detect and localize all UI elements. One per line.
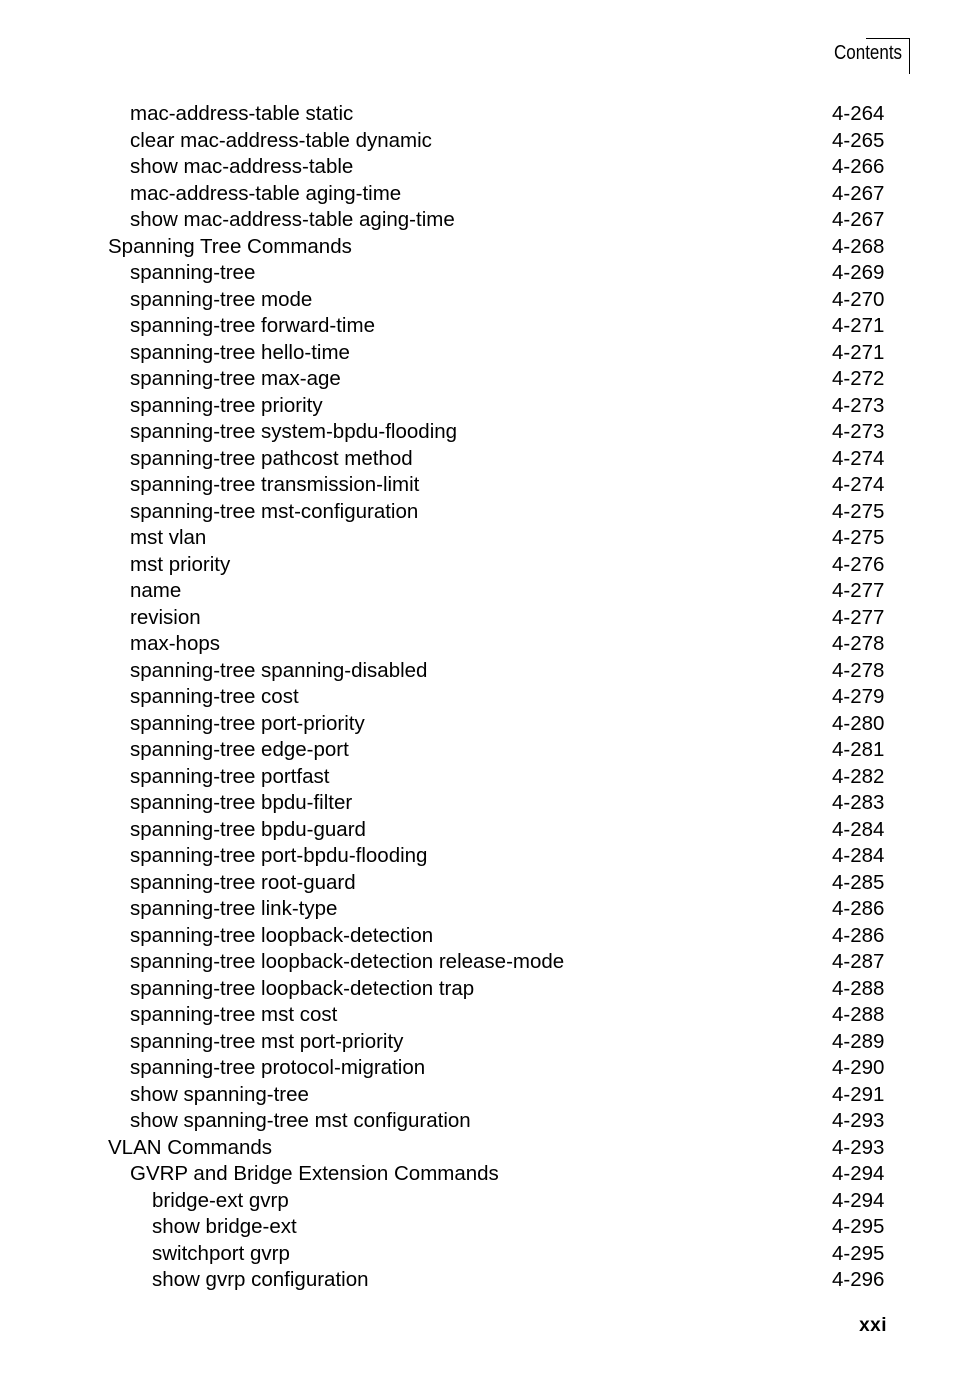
toc-entry-title: clear mac-address-table dynamic xyxy=(130,128,432,152)
toc-entry-title: show spanning-tree xyxy=(130,1082,309,1106)
toc-entry-page: 4-274 xyxy=(832,473,885,496)
toc-entry[interactable] xyxy=(0,552,954,579)
toc-entry-page: 4-270 xyxy=(832,287,885,311)
toc-entry[interactable] xyxy=(0,1188,954,1215)
toc-entry-title: spanning-tree root-guard xyxy=(130,870,356,894)
toc-entry-title: switchport gvrp xyxy=(152,1241,290,1265)
toc-entry-title: spanning-tree loopback-detection trap xyxy=(130,976,475,1000)
toc-entry-title: spanning-tree loopback-detection release-mode xyxy=(130,950,565,973)
header-rule-vertical xyxy=(909,38,910,74)
toc-entry-page: 4-296 xyxy=(832,1268,885,1291)
toc-entry[interactable] xyxy=(0,287,954,314)
toc-entry[interactable] xyxy=(0,658,954,685)
toc-entry-page: 4-293 xyxy=(832,1109,885,1132)
toc-entry-title: spanning-tree protocol-migration xyxy=(130,1056,426,1079)
toc-entry[interactable] xyxy=(0,154,954,181)
toc-entry-page: 4-271 xyxy=(832,340,885,364)
toc-entry-page: 4-273 xyxy=(832,393,885,417)
toc-entry-title: mst vlan xyxy=(130,526,207,549)
toc-entry[interactable] xyxy=(0,1108,954,1135)
toc-entry-page: 4-274 xyxy=(832,446,885,470)
toc-entry[interactable] xyxy=(0,419,954,446)
toc-entry[interactable] xyxy=(0,207,954,234)
toc-entry[interactable] xyxy=(0,1241,954,1268)
toc-entry[interactable] xyxy=(0,605,954,632)
toc-entry-title: spanning-tree max-age xyxy=(130,367,341,390)
toc-entry-page: 4-275 xyxy=(832,499,885,523)
toc-entry[interactable] xyxy=(0,896,954,923)
toc-entry-title: revision xyxy=(130,605,201,629)
toc-entry-title: spanning-tree cost xyxy=(130,685,299,708)
toc-entry[interactable] xyxy=(0,711,954,738)
toc-entry-page: 4-277 xyxy=(832,605,885,629)
toc-entry-page: 4-295 xyxy=(832,1215,885,1238)
toc-entry[interactable] xyxy=(0,181,954,208)
toc-entry-page: 4-279 xyxy=(832,685,885,708)
toc-entry-page: 4-284 xyxy=(832,844,885,867)
toc-entry-title: spanning-tree port-priority xyxy=(130,711,365,735)
toc-entry-page: 4-278 xyxy=(832,658,885,682)
toc-entry-title: spanning-tree transmission-limit xyxy=(130,473,420,496)
toc-entry-page: 4-280 xyxy=(832,711,885,735)
toc-entry[interactable] xyxy=(0,366,954,393)
toc-entry[interactable] xyxy=(0,1002,954,1029)
toc-entry-page: 4-288 xyxy=(832,1003,885,1026)
toc-entry-page: 4-289 xyxy=(832,1029,885,1053)
toc-entry-title: spanning-tree link-type xyxy=(130,897,338,920)
toc-entry-page: 4-294 xyxy=(832,1162,885,1185)
toc-entry-title: show gvrp configuration xyxy=(152,1268,369,1291)
toc-entry-page: 4-288 xyxy=(832,976,885,1000)
toc-entry-title: mac-address-table aging-time xyxy=(130,181,402,205)
toc-entry-title: spanning-tree system-bpdu-flooding xyxy=(130,420,458,443)
toc-entry-page: 4-277 xyxy=(832,579,885,602)
toc-entry-title: GVRP and Bridge Extension Commands xyxy=(130,1162,499,1185)
toc-entry-page: 4-267 xyxy=(832,181,885,205)
toc-entry-title: spanning-tree mst port-priority xyxy=(130,1029,404,1053)
toc-entry-page: 4-273 xyxy=(832,420,885,443)
toc-entry-title: show bridge-ext xyxy=(152,1215,297,1238)
toc-entry-page: 4-272 xyxy=(832,367,885,390)
toc-entry[interactable] xyxy=(0,1214,954,1241)
toc-entry-title: spanning-tree edge-port xyxy=(130,738,349,761)
toc-entry[interactable] xyxy=(0,790,954,817)
toc-entry[interactable] xyxy=(0,817,954,844)
toc-entry[interactable] xyxy=(0,578,954,605)
toc-entry[interactable] xyxy=(0,446,954,473)
toc-entry[interactable] xyxy=(0,260,954,287)
toc-entry-page: 4-286 xyxy=(832,923,885,947)
toc-entry-page: 4-268 xyxy=(832,234,885,258)
toc-entry-page: 4-281 xyxy=(832,738,885,761)
header-rule-horizontal xyxy=(866,38,910,39)
toc-entry[interactable] xyxy=(0,631,954,658)
toc-entry[interactable] xyxy=(0,737,954,764)
toc-entry-title: spanning-tree spanning-disabled xyxy=(130,658,428,682)
toc-entry-title: spanning-tree hello-time xyxy=(130,340,350,364)
toc-entry-page: 4-267 xyxy=(832,208,885,231)
toc-entry-page: 4-275 xyxy=(832,526,885,549)
toc-entry-title: spanning-tree priority xyxy=(130,393,323,417)
toc-entry-page: 4-285 xyxy=(832,870,885,894)
toc-entry[interactable] xyxy=(0,393,954,420)
toc-entry[interactable] xyxy=(0,499,954,526)
toc-entry[interactable] xyxy=(0,764,954,791)
toc-entry[interactable] xyxy=(0,525,954,552)
toc-entry[interactable] xyxy=(0,101,954,128)
toc-entry-title: name xyxy=(130,579,182,602)
toc-entry-title: bridge-ext gvrp xyxy=(152,1188,289,1212)
toc-entry-page: 4-278 xyxy=(832,632,885,655)
toc-entry[interactable] xyxy=(0,976,954,1003)
toc-entry-title: Spanning Tree Commands xyxy=(108,234,352,258)
toc-entry[interactable] xyxy=(0,1055,954,1082)
toc-entry-page: 4-283 xyxy=(832,791,885,814)
toc-entry-title: VLAN Commands xyxy=(108,1135,273,1159)
page-number: xxi xyxy=(859,1315,887,1336)
toc-entry-title: spanning-tree bpdu-filter xyxy=(130,791,353,814)
toc-entry-title: spanning-tree bpdu-guard xyxy=(130,817,366,841)
toc-entry[interactable] xyxy=(0,1135,954,1162)
toc-entry[interactable] xyxy=(0,843,954,870)
toc-entry-title: spanning-tree port-bpdu-flooding xyxy=(130,844,428,867)
toc-entry-title: mst priority xyxy=(130,552,231,576)
toc-entry-page: 4-284 xyxy=(832,817,885,841)
toc-entry-page: 4-291 xyxy=(832,1082,885,1106)
toc-entry-page: 4-294 xyxy=(832,1188,885,1212)
toc-entry[interactable] xyxy=(0,1161,954,1188)
toc-entry-title: spanning-tree mode xyxy=(130,287,313,311)
toc-entry[interactable] xyxy=(0,472,954,499)
toc-entry[interactable] xyxy=(0,870,954,897)
toc-entry[interactable] xyxy=(0,923,954,950)
toc-entry[interactable] xyxy=(0,1267,954,1294)
toc-entry-title: spanning-tree pathcost method xyxy=(130,446,413,470)
toc-entry-page: 4-286 xyxy=(832,897,885,920)
toc-entry-page: 4-295 xyxy=(832,1241,885,1265)
toc-entry[interactable] xyxy=(0,1082,954,1109)
toc-entry-title: spanning-tree mst-configuration xyxy=(130,499,419,523)
toc-entry-page: 4-282 xyxy=(832,764,885,788)
toc-entry-title: spanning-tree mst cost xyxy=(130,1003,338,1026)
toc-entry[interactable] xyxy=(0,340,954,367)
toc-entry-title: spanning-tree loopback-detection xyxy=(130,923,434,947)
toc-entry[interactable] xyxy=(0,234,954,261)
toc-entry-page: 4-265 xyxy=(832,128,885,152)
toc-entry-page: 4-266 xyxy=(832,155,885,178)
toc-entry-title: max-hops xyxy=(130,632,221,655)
toc-entry-title: show spanning-tree mst configuration xyxy=(130,1109,471,1132)
toc-entry-title: spanning-tree xyxy=(130,261,256,284)
toc-entry-page: 4-269 xyxy=(832,261,885,284)
toc-entry-title: show mac-address-table aging-time xyxy=(130,208,455,231)
toc-entry[interactable] xyxy=(0,949,954,976)
toc-entry[interactable] xyxy=(0,684,954,711)
toc-entry-page: 4-276 xyxy=(832,552,885,576)
toc-entry-page: 4-293 xyxy=(832,1135,885,1159)
section-label: Contents xyxy=(833,42,902,64)
toc-entry-title: spanning-tree portfast xyxy=(130,764,330,788)
toc-entry[interactable] xyxy=(0,1029,954,1056)
toc-entry-page: 4-271 xyxy=(832,314,885,337)
toc-entry-title: mac-address-table static xyxy=(130,102,354,125)
toc-entry[interactable] xyxy=(0,313,954,340)
table-of-contents xyxy=(0,101,954,1294)
toc-entry-title: show mac-address-table xyxy=(130,155,354,178)
toc-entry-page: 4-287 xyxy=(832,950,885,973)
toc-entry-page: 4-264 xyxy=(832,102,885,125)
toc-entry[interactable] xyxy=(0,128,954,155)
toc-entry-page: 4-290 xyxy=(832,1056,885,1079)
toc-entry-title: spanning-tree forward-time xyxy=(130,314,375,337)
